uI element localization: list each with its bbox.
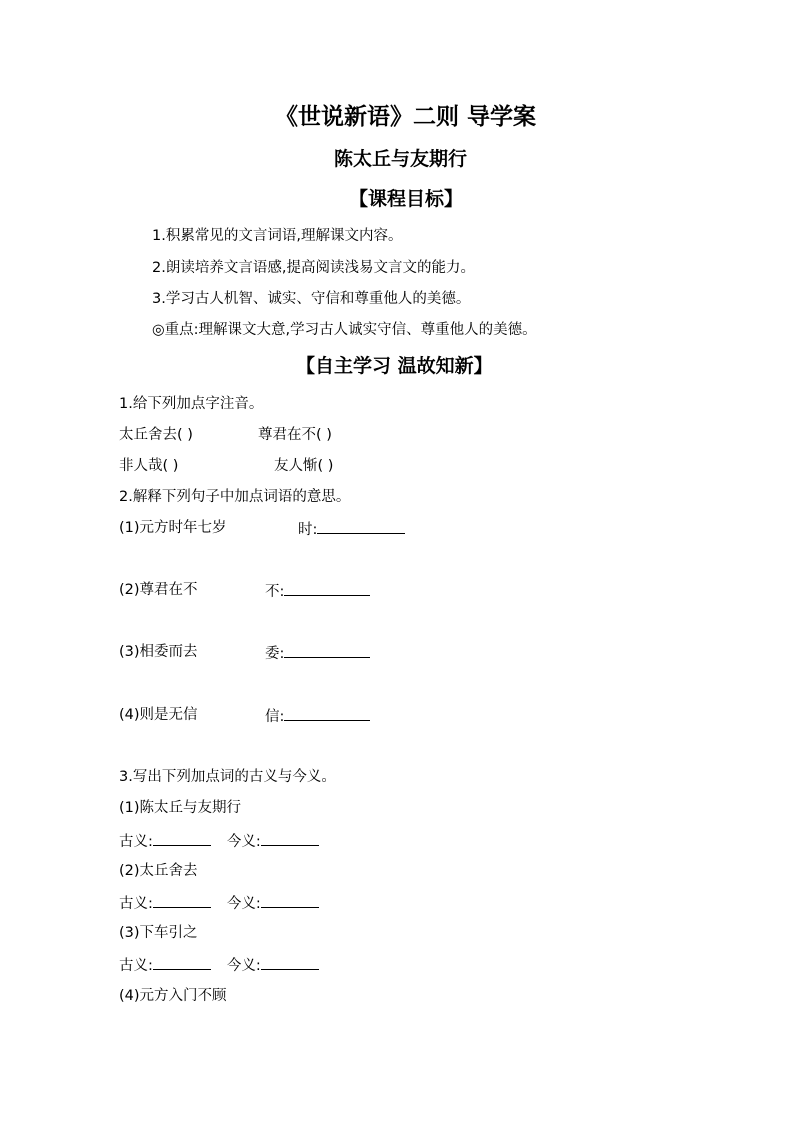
- explain-answer: [265, 583, 370, 600]
- answer-blank[interactable]: [284, 583, 370, 596]
- pinyin-item: 非人哉( ): [119, 458, 179, 474]
- meaning-answers: [119, 833, 319, 850]
- answer-blank[interactable]: [261, 957, 319, 970]
- explain-sentence: (3)相委而去: [119, 644, 198, 660]
- explain-sentence: (2)尊君在不: [119, 582, 198, 598]
- answer-blank[interactable]: [153, 957, 211, 970]
- ancient-meaning-label: 古义:: [119, 834, 153, 850]
- explain-word: 不:: [265, 584, 285, 600]
- explain-word: 信:: [265, 709, 285, 725]
- answer-blank[interactable]: [284, 645, 370, 658]
- pinyin-item: 尊君在不( ): [258, 427, 332, 443]
- meaning-sentence: (4)元方入门不顾: [119, 988, 227, 1004]
- explain-answer: [298, 521, 405, 538]
- modern-meaning-label: 今义:: [226, 958, 261, 974]
- goal-item: 2.朗读培养文言语感,提高阅读浅易文言文的能力。: [152, 260, 475, 276]
- question-3-prompt: 3.写出下列加点词的古义与今义。: [119, 769, 336, 785]
- meaning-sentence: (1)陈太丘与友期行: [119, 800, 242, 816]
- section-heading-self-study: 【自主学习 温故知新】: [296, 355, 493, 377]
- pinyin-item: 太丘舍去( ): [119, 427, 193, 443]
- ancient-meaning-label: 古义:: [119, 958, 153, 974]
- meaning-answers: [119, 895, 319, 912]
- meaning-sentence: (3)下车引之: [119, 925, 198, 941]
- meaning-answers: [119, 957, 319, 974]
- explain-sentence: (1)元方时年七岁: [119, 520, 227, 536]
- answer-blank[interactable]: [284, 708, 370, 721]
- answer-blank[interactable]: [317, 521, 405, 534]
- answer-blank[interactable]: [261, 895, 319, 908]
- pinyin-item: 友人惭( ): [274, 458, 334, 474]
- answer-blank[interactable]: [261, 833, 319, 846]
- modern-meaning-label: 今义:: [226, 834, 261, 850]
- question-1-prompt: 1.给下列加点字注音。: [119, 396, 264, 412]
- explain-answer: [265, 645, 370, 662]
- ancient-meaning-label: 古义:: [119, 896, 153, 912]
- goal-item: 3.学习古人机智、诚实、守信和尊重他人的美德。: [152, 291, 471, 307]
- goal-item: 1.积累常见的文言词语,理解课文内容。: [152, 228, 403, 244]
- answer-blank[interactable]: [153, 895, 211, 908]
- modern-meaning-label: 今义:: [226, 896, 261, 912]
- explain-word: 委:: [265, 646, 285, 662]
- explain-sentence: (4)则是无信: [119, 707, 198, 723]
- answer-blank[interactable]: [153, 833, 211, 846]
- section-heading-goals: 【课程目标】: [349, 188, 464, 210]
- document-title: 《世说新语》二则 导学案: [275, 104, 537, 130]
- meaning-sentence: (2)太丘舍去: [119, 863, 198, 879]
- question-2-prompt: 2.解释下列句子中加点词语的意思。: [119, 489, 351, 505]
- explain-answer: [265, 708, 370, 725]
- goal-key-point: ◎重点:理解课文大意,学习古人诚实守信、尊重他人的美德。: [152, 322, 537, 338]
- document-subtitle: 陈太丘与友期行: [334, 148, 468, 170]
- explain-word: 时:: [298, 522, 318, 538]
